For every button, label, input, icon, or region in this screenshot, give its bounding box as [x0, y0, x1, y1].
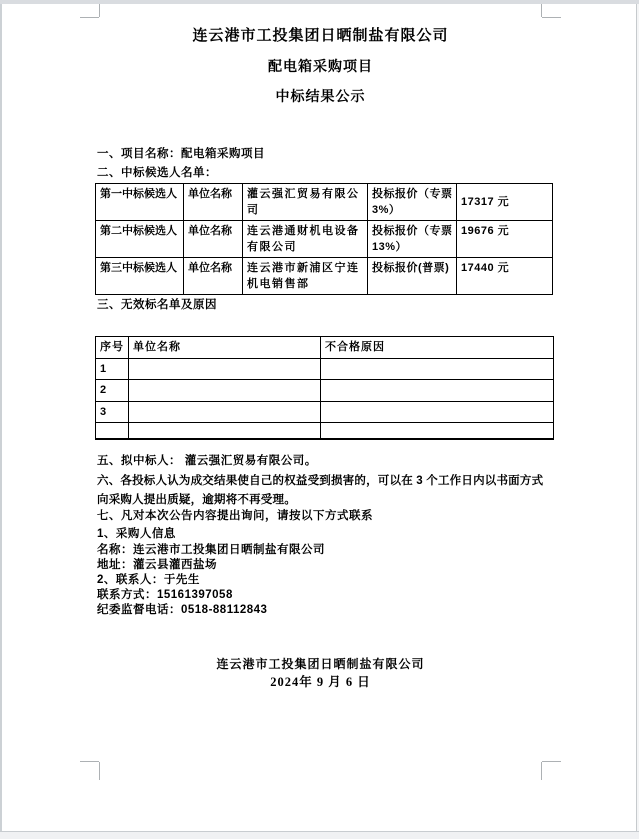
doc-title-project: 配电箱采购项目 [268, 58, 373, 74]
candidates-table [95, 183, 553, 295]
cell-field-label: 单位名称 [184, 258, 243, 295]
cell-field-label: 单位名称 [184, 221, 243, 258]
crop-mark-bottom-left [99, 762, 100, 780]
cell-price-label: 投标报价(普票) [368, 258, 457, 295]
cell-index [96, 423, 129, 439]
cell-company: 连云港通财机电设备有限公司 [243, 221, 368, 258]
purchaser-name: 名称：连云港市工投集团日晒制盐有限公司 [97, 544, 325, 556]
invalid-table-row [96, 358, 554, 380]
section-objection-notice: 六、各投标人认为成交结果使自己的权益受到损害的，可以在 3 个工作日内以书面方式向采购人提出质疑，逾期将不再受理。 [97, 475, 544, 506]
candidate-row [96, 184, 553, 221]
cell-price: 17317 元 [457, 184, 553, 221]
contact-phone: 联系方式：15161397058 [97, 589, 233, 601]
crop-mark-bottom-right [541, 762, 542, 780]
section-contact-notice: 七、凡对本次公告内容提出询问，请按以下方式联系 [97, 510, 373, 522]
candidate-row [96, 258, 553, 295]
crop-mark-top-right [541, 4, 542, 17]
cell-company [129, 423, 321, 439]
invalid-table-row [96, 423, 554, 439]
header-company: 单位名称 [129, 337, 321, 359]
doc-title-announcement: 中标结果公示 [275, 88, 366, 104]
purchaser-address: 地址：灌云县灌西盐场 [97, 559, 217, 571]
cell-company: 连云港市新浦区宁连机电销售部 [243, 258, 368, 295]
invalid-bids-table [95, 336, 554, 440]
purchaser-info-heading: 1、采购人信息 [97, 528, 176, 540]
window-gutter-bottom [0, 832, 639, 839]
cell-price-label: 投标报价（专票13%） [368, 221, 457, 258]
cell-rank: 第三中标候选人 [96, 258, 184, 295]
candidate-row [96, 221, 553, 258]
cell-reason [321, 380, 554, 402]
cell-company: 灌云强汇贸易有限公司 [243, 184, 368, 221]
cell-field-label: 单位名称 [184, 184, 243, 221]
crop-mark-top-left [99, 4, 100, 17]
invalid-table-row [96, 380, 554, 402]
invalid-table-row [96, 401, 554, 423]
cell-price: 19676 元 [457, 221, 553, 258]
header-index: 序号 [96, 337, 129, 359]
crop-mark-top-left [80, 17, 99, 18]
invalid-table-header-row [96, 337, 554, 359]
cell-price-label: 投标报价（专票3%） [368, 184, 457, 221]
cell-company [129, 358, 321, 380]
supervision-phone: 纪委监督电话：0518-88112843 [97, 604, 268, 616]
cell-reason [321, 401, 554, 423]
section-candidate-list-heading: 二、中标候选人名单： [97, 167, 217, 179]
cell-rank: 第二中标候选人 [96, 221, 184, 258]
signature-company: 连云港市工投集团日晒制盐有限公司 [216, 657, 425, 671]
section-invalid-bids-heading: 三、无效标名单及原因 [97, 299, 217, 311]
crop-mark-bottom-left [80, 761, 99, 762]
signature-date: 2024年 9 月 6 日 [270, 675, 371, 689]
cell-index: 3 [96, 401, 129, 423]
cell-company [129, 380, 321, 402]
cell-reason [321, 423, 554, 439]
cell-reason [321, 358, 554, 380]
cell-index: 2 [96, 380, 129, 402]
section-proposed-winner: 五、拟中标人： 灌云强汇贸易有限公司。 [97, 455, 317, 467]
page-edge-left [0, 4, 2, 832]
crop-mark-bottom-right [542, 761, 561, 762]
section-project-name: 一、项目名称：配电箱采购项目 [97, 148, 265, 160]
window-gutter-top [0, 0, 639, 4]
cell-index: 1 [96, 358, 129, 380]
contact-person: 2、联系人：于先生 [97, 574, 200, 586]
cell-company [129, 401, 321, 423]
cell-rank: 第一中标候选人 [96, 184, 184, 221]
doc-title-company: 连云港市工投集团日晒制盐有限公司 [192, 27, 449, 44]
crop-mark-top-right [542, 17, 561, 18]
cell-price: 17440 元 [457, 258, 553, 295]
header-reason: 不合格原因 [321, 337, 554, 359]
